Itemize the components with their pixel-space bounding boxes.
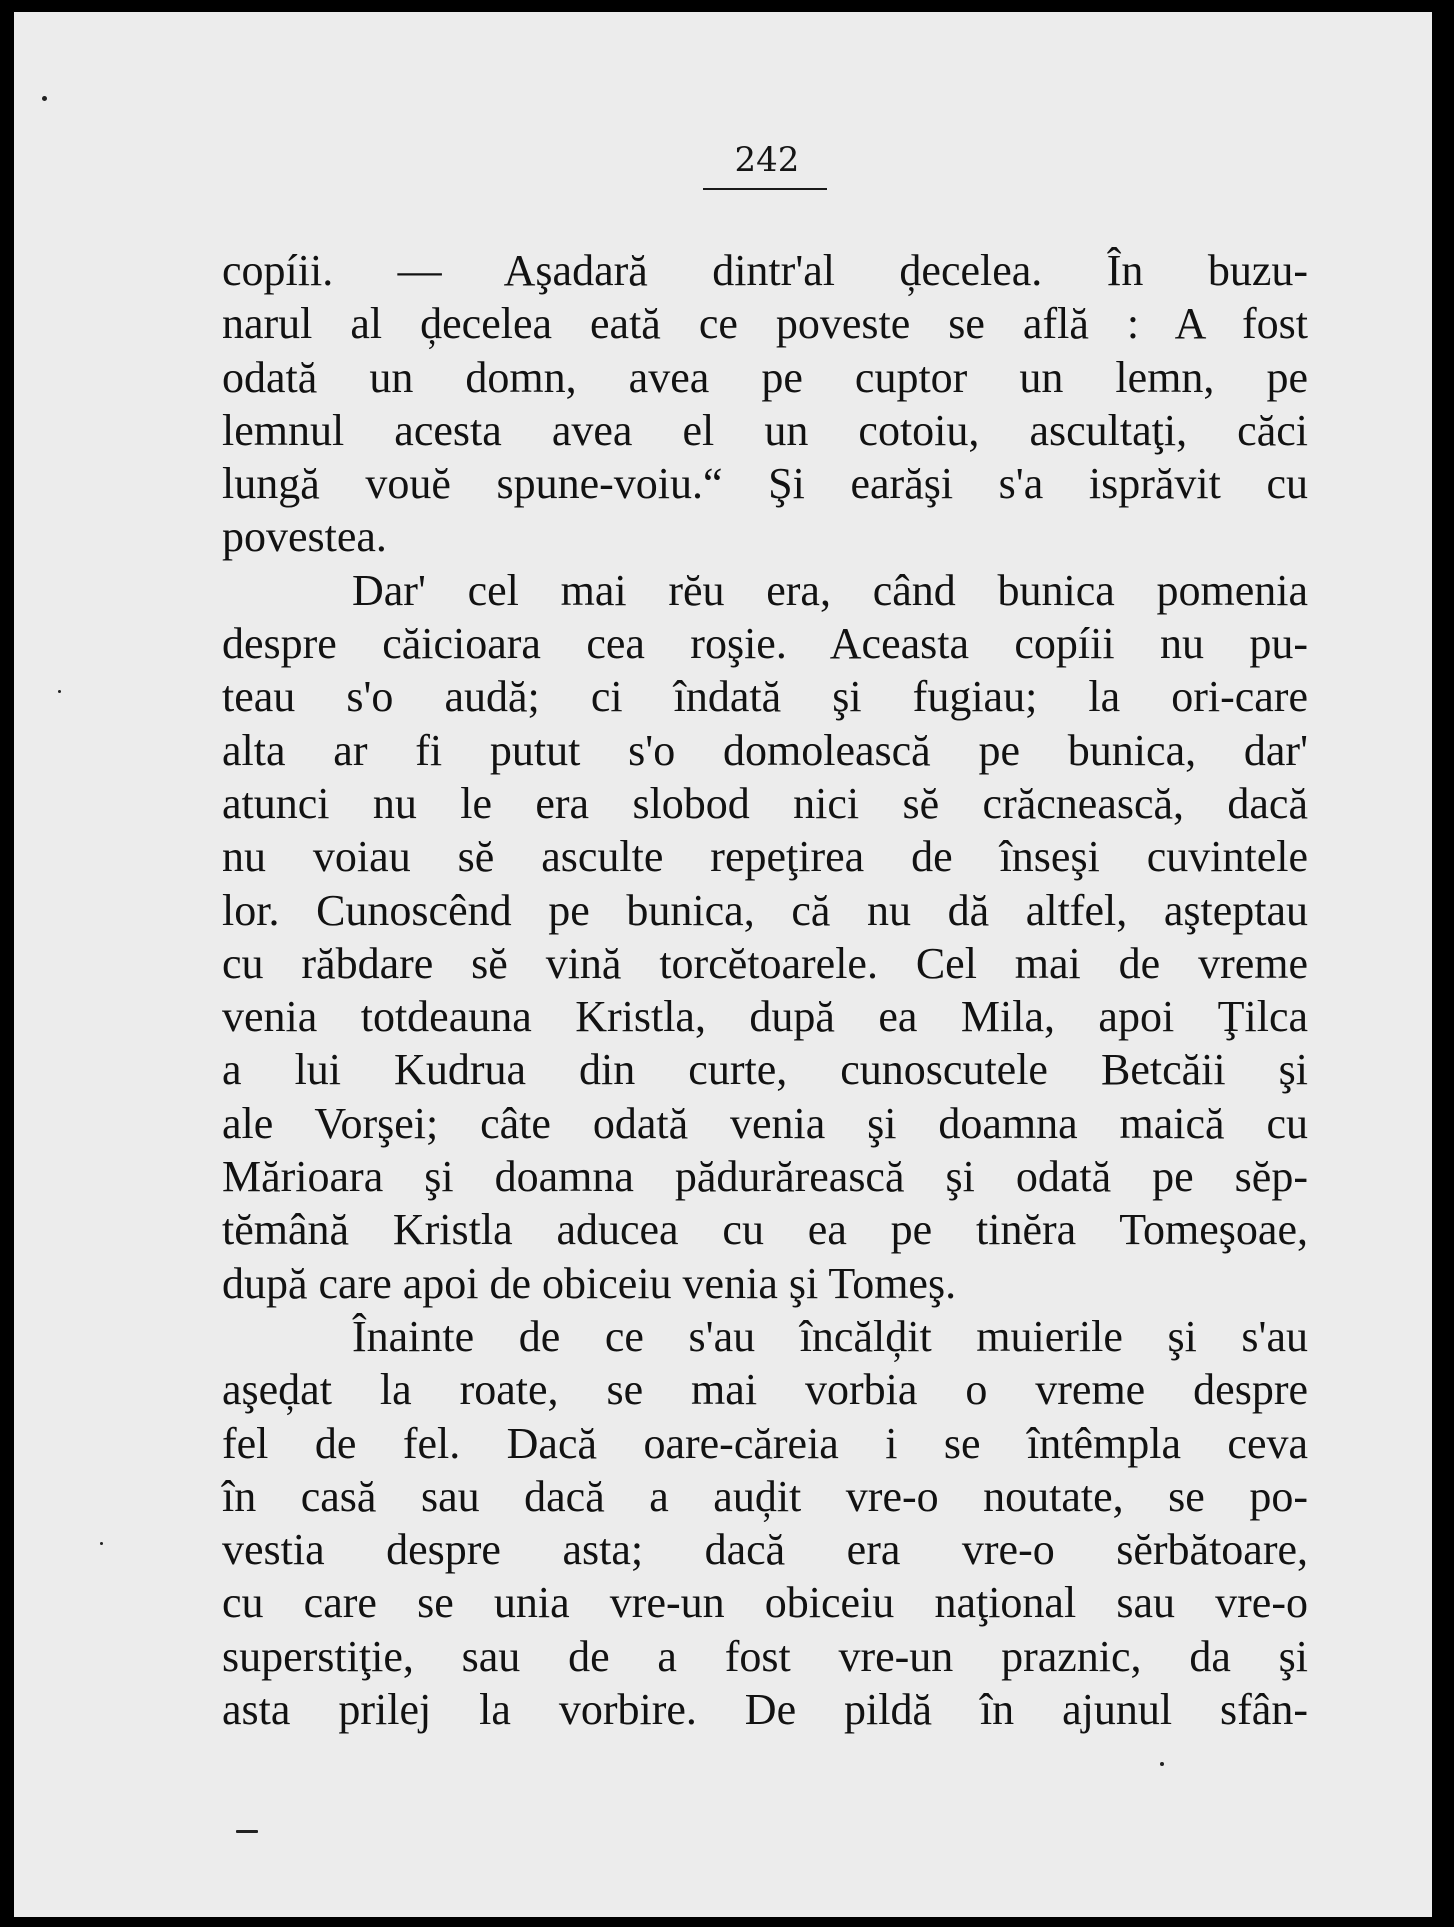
text-line: lungă vouĕ spune-voiu.“ Şi earăşi s'a isprăvit cu bbox=[222, 459, 1308, 509]
text-line: odată un domn, avea pe cuptor un lemn, pe bbox=[222, 352, 1308, 402]
text-line: tĕmână Kristla aducea cu ea pe tinĕra Tomeşoae, bbox=[222, 1205, 1308, 1255]
text-line: lor. Cunoscênd pe bunica, că nu dă altfel, aşteptau bbox=[222, 885, 1308, 935]
scan-speck bbox=[100, 1542, 103, 1545]
text-line: a lui Kudrua din curte, cunoscutele Betcăii şi bbox=[222, 1045, 1308, 1095]
body-text bbox=[222, 244, 1308, 1736]
text-line: copíii. — Aşadară dintr'al ḑecelea. În buzu- bbox=[222, 246, 1308, 295]
text-line: superstiţie, sau de a fost vre-un praznic, da şi bbox=[222, 1631, 1308, 1681]
scan-speck bbox=[236, 1830, 258, 1833]
text-line: în casă sau dacă a auḑit vre-o noutate, se po- bbox=[222, 1471, 1308, 1521]
scan-speck bbox=[58, 690, 61, 693]
page-number-rule bbox=[703, 188, 827, 190]
text-line: cu răbdare sĕ vină torcĕtoarele. Cel mai de vreme bbox=[222, 938, 1308, 988]
scan-border bbox=[1432, 0, 1454, 1927]
text-line: aşeḑat la roate, se mai vorbia o vreme despre bbox=[222, 1365, 1308, 1415]
text-line: lemnul acesta avea el un cotoiu, ascultaţi, căci bbox=[222, 405, 1308, 455]
text-line: alta ar fi putut s'o domolească pe bunica, dar' bbox=[222, 725, 1308, 775]
text-line: povestea. bbox=[222, 512, 387, 562]
text-line: narul al ḑecelea eată ce poveste se află : A fost bbox=[222, 299, 1308, 349]
page-number: 242 bbox=[734, 140, 800, 180]
text-line: după care apoi de obiceiu venia şi Tomeş. bbox=[222, 1258, 957, 1308]
text-line: despre căicioara cea roşie. Aceasta copíii nu pu- bbox=[222, 619, 1308, 669]
text-line: teau s'o audă; ci îndată şi fugiau; la ori-care bbox=[222, 672, 1308, 722]
text-line: asta prilej la vorbire. De pildă în ajunul sfân- bbox=[222, 1685, 1308, 1735]
scan-speck bbox=[1160, 1762, 1164, 1766]
text-line: nu voiau sĕ asculte repeţirea de înseşi cuvintele bbox=[222, 832, 1308, 882]
text-line: cu care se unia vre-un obiceiu naţional sau vre-o bbox=[222, 1578, 1308, 1628]
text-line: Dar' cel mai rĕu era, când bunica pomenia bbox=[352, 565, 1308, 615]
text-line: Mărioara şi doamna pădurărească şi odată pe sĕp- bbox=[222, 1152, 1308, 1202]
text-line: vestia despre asta; dacă era vre-o sĕrbătoare, bbox=[222, 1525, 1308, 1575]
text-line: venia totdeauna Kristla, după ea Mila, apoi Ţilca bbox=[222, 992, 1308, 1042]
text-line: Înainte de ce s'au încălḑit muierile şi s'au bbox=[352, 1311, 1308, 1361]
text-line: ale Vorşei; câte odată venia şi doamna maică cu bbox=[222, 1098, 1308, 1148]
text-line: fel de fel. Dacă oare-căreia i se întêmpla ceva bbox=[222, 1418, 1308, 1468]
text-line: atunci nu le era slobod nici sĕ crăcnească, dacă bbox=[222, 778, 1308, 828]
scan-speck bbox=[42, 96, 47, 101]
